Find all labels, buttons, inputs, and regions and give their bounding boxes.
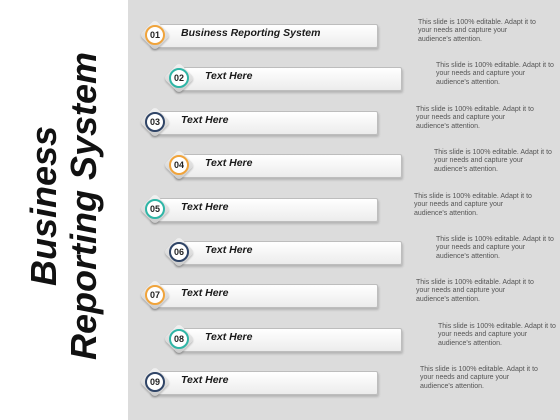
list-item-description: This slide is 100% editable. Adapt it to your needs and capture your audience's attention.: [434, 149, 552, 173]
list-item-2: [0, 58, 560, 98]
list-item-9: [0, 362, 560, 402]
number-badge: [137, 191, 173, 227]
list-item-label: Text Here: [181, 114, 229, 126]
badge-number: 01: [149, 30, 160, 40]
badge-number: 03: [149, 117, 160, 127]
list-item-label: Text Here: [205, 244, 253, 256]
number-badge: [137, 277, 173, 313]
list-item-description: This slide is 100% editable. Adapt it to your needs and capture your audience's attention.: [414, 193, 532, 217]
list-item-description: This slide is 100% editable. Adapt it to your needs and capture your audience's attention.: [436, 236, 554, 260]
badge-number: 04: [173, 160, 184, 170]
list-item-description: This slide is 100% editable. Adapt it to your needs and capture your audience's attention.: [420, 366, 538, 390]
list-item-description: This slide is 100% editable. Adapt it to your needs and capture your audience's attention.: [416, 279, 534, 303]
number-badge: [161, 321, 197, 357]
list-item-description: This slide is 100% editable. Adapt it to your needs and capture your audience's attention.: [436, 62, 554, 86]
list-item-label: Text Here: [181, 287, 229, 299]
list-item-3: [0, 102, 560, 142]
badge-number: 09: [149, 377, 160, 387]
number-badge: [161, 60, 197, 96]
number-badge: [137, 364, 173, 400]
slide-title-line-2: Reporting System: [63, 51, 104, 361]
list-item-label: Business Reporting System: [181, 27, 321, 39]
list-item-8: [0, 319, 560, 359]
list-item-7: [0, 275, 560, 315]
badge-number: 07: [149, 290, 160, 300]
badge-number: 08: [173, 334, 184, 344]
list-item-4: [0, 145, 560, 185]
list-item-label: Text Here: [205, 70, 253, 82]
number-badge: [161, 234, 197, 270]
number-badge: [161, 147, 197, 183]
list-item-1: [0, 15, 560, 55]
number-badge: [137, 17, 173, 53]
list-item-6: [0, 232, 560, 272]
list-item-label: Text Here: [181, 201, 229, 213]
list-item-description: This slide is 100% editable. Adapt it to your needs and capture your audience's attention.: [418, 19, 536, 43]
list-item-label: Text Here: [205, 331, 253, 343]
list-item-label: Text Here: [205, 157, 253, 169]
list-item-label: Text Here: [181, 374, 229, 386]
badge-number: 05: [149, 204, 160, 214]
list-item-description: This slide is 100% editable. Adapt it to your needs and capture your audience's attention.: [416, 106, 534, 130]
number-badge: [137, 104, 173, 140]
slide-title-line-1: Business: [23, 125, 64, 287]
list-item-5: [0, 189, 560, 229]
badge-number: 06: [173, 247, 184, 257]
badge-number: 02: [173, 73, 184, 83]
list-item-description: This slide is 100% editable. Adapt it to your needs and capture your audience's attention.: [438, 323, 556, 347]
